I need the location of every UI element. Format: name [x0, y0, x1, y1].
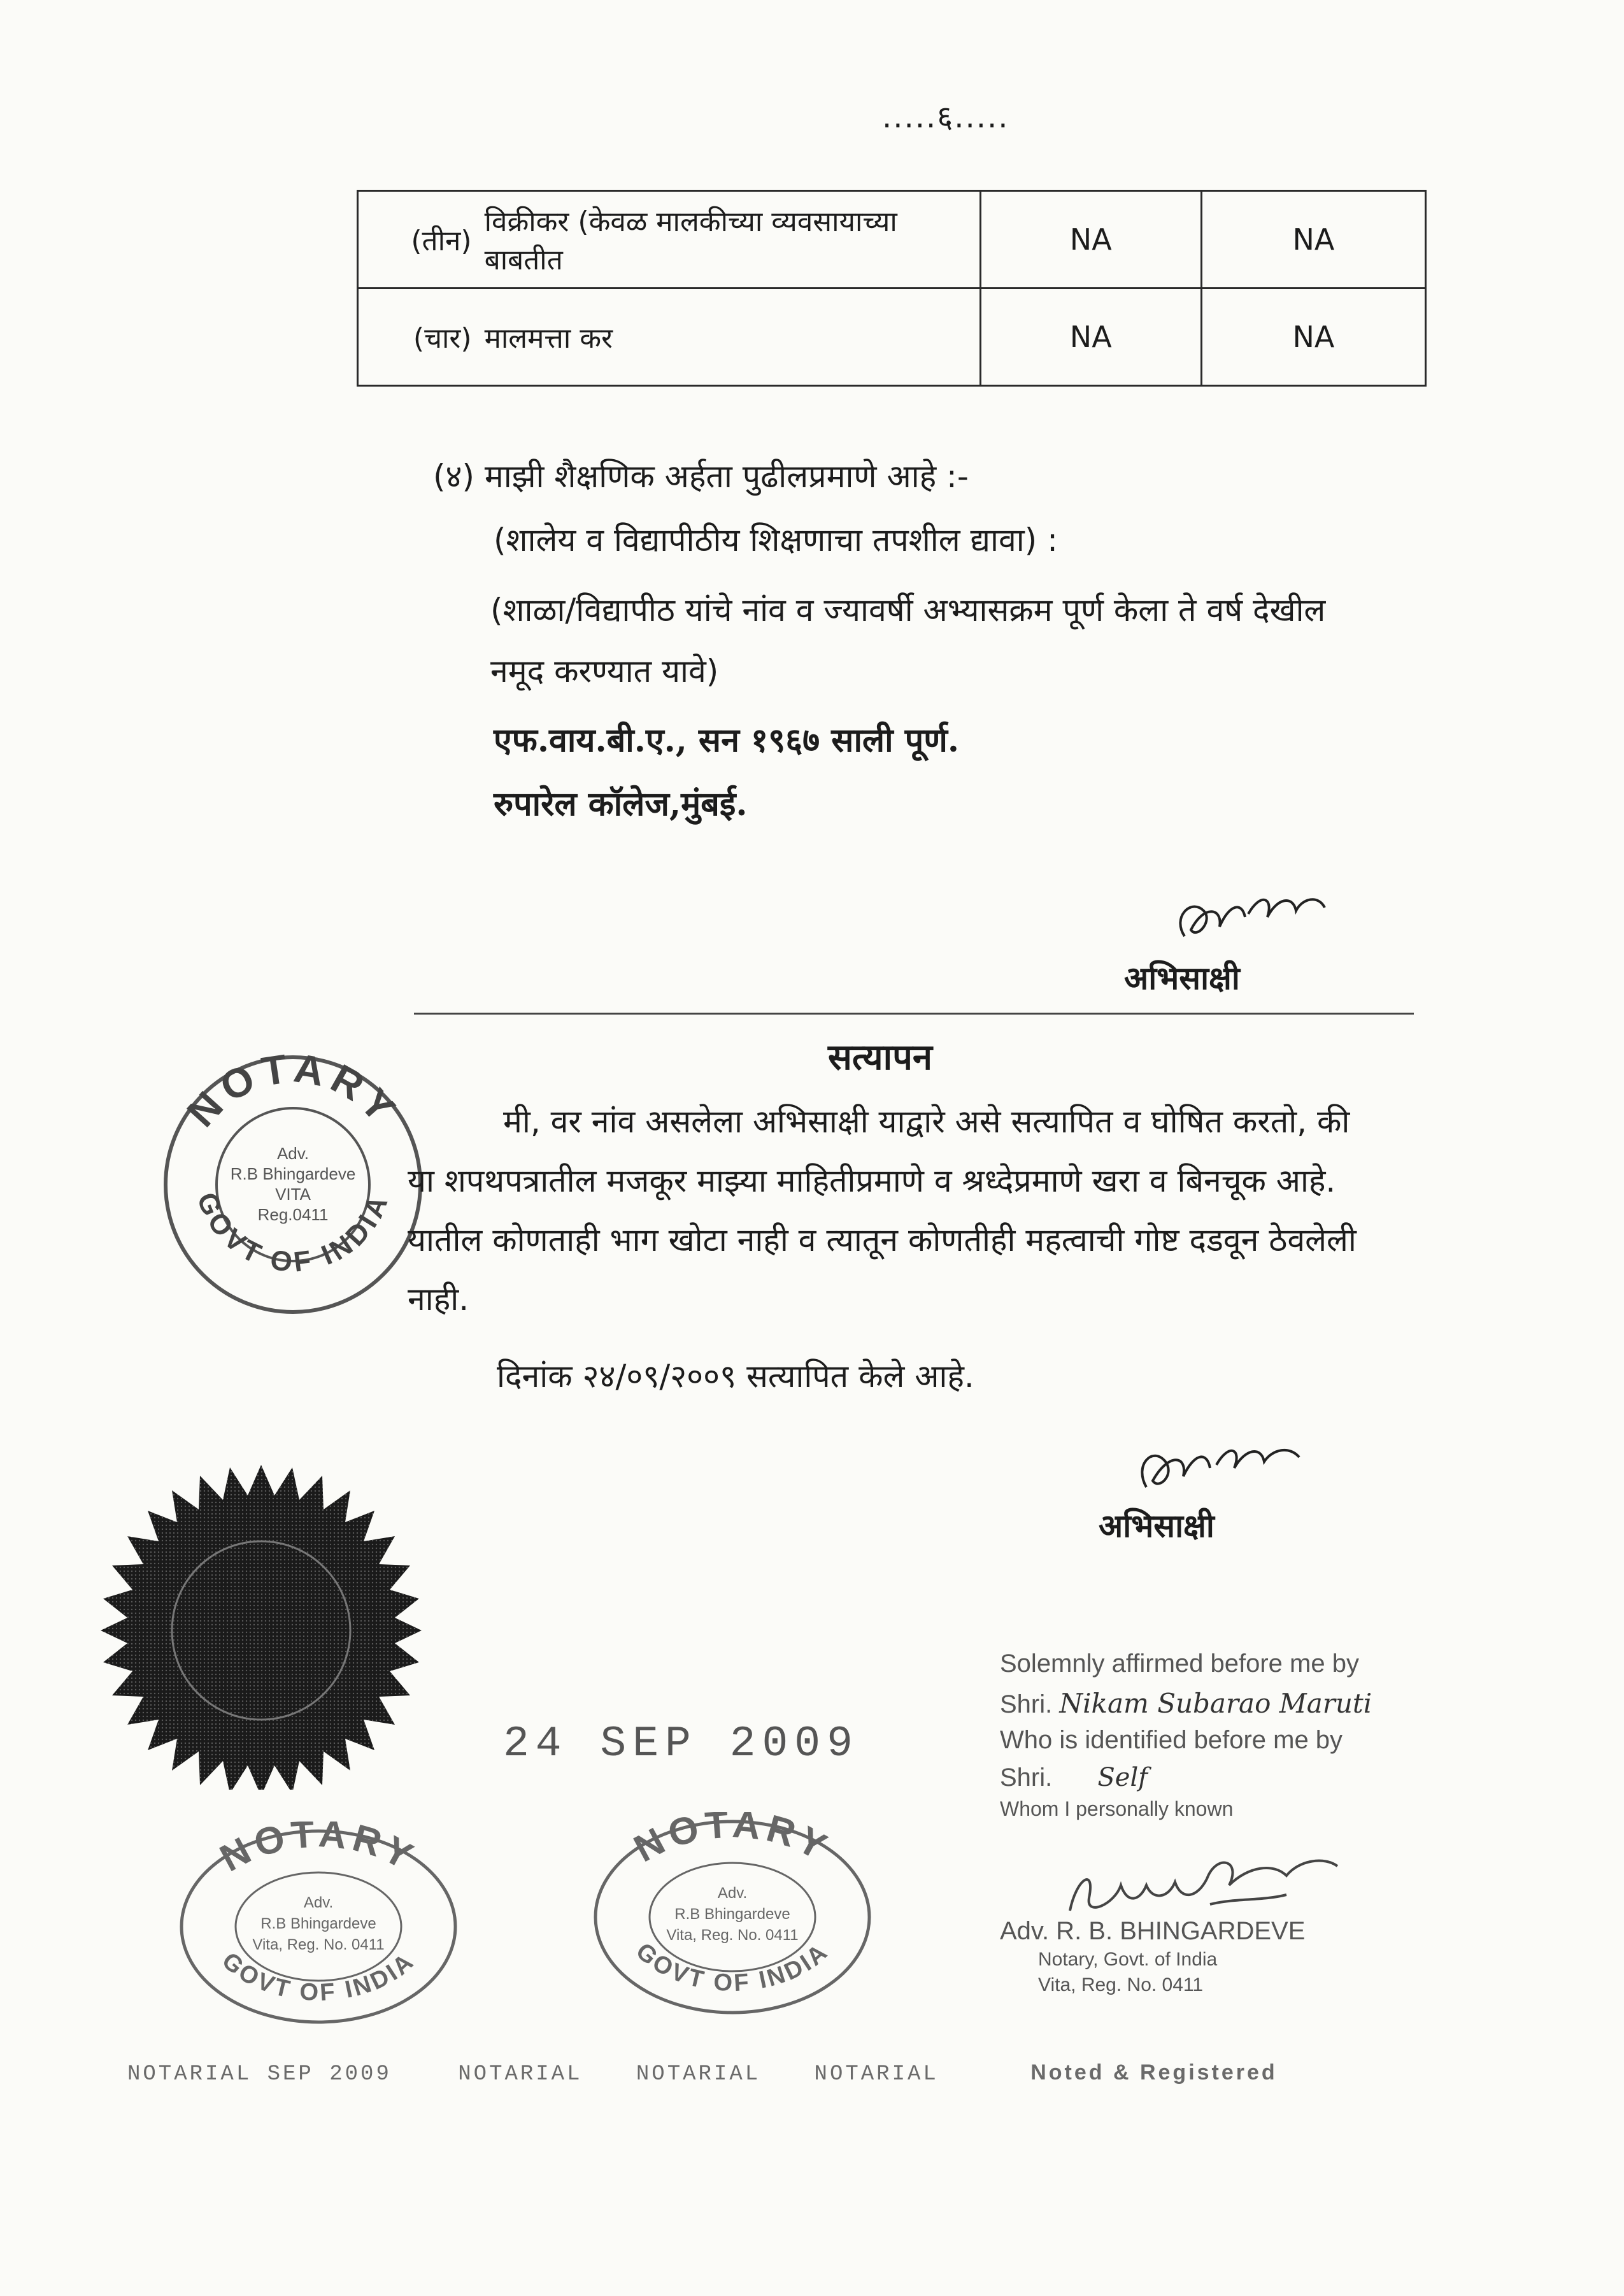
- seal-inner-2: R.B Bhingardeve: [260, 1915, 376, 1932]
- notary-seal-top: [153, 1045, 433, 1327]
- divider: [414, 1013, 1414, 1015]
- stamp-bar-right: Noted & Registered: [1030, 2060, 1278, 2085]
- notary-line-4-hand: Self: [1097, 1763, 1148, 1792]
- verification-heading: सत्यापन: [828, 1036, 932, 1078]
- row-value-1: NA: [980, 289, 1201, 386]
- seal-ring-top: NOTARY: [213, 1822, 424, 1880]
- verification-line-3: यातील कोणताही भाग खोटा नाही व त्यातून कोणतीही महत्वाची गोष्ट दडवून ठेवलेली: [408, 1222, 1357, 1259]
- seal-name-2: R.B Bhingardeve: [230, 1164, 356, 1183]
- seal-ring-bottom: GOVT OF INDIA: [630, 1937, 834, 1997]
- notary-line-5: Whom I personally known: [1000, 1797, 1234, 1820]
- seal-inner-3: Vita, Reg. No. 0411: [666, 1927, 799, 1944]
- seal-reg: Reg.0411: [257, 1205, 329, 1224]
- row-label: (तीन): [358, 191, 474, 289]
- svg-text:GOVT OF INDIA: [217, 1947, 420, 2006]
- stamp-bar-mid-2: NOTARIAL: [636, 2062, 761, 2086]
- seal-inner-1: Adv.: [303, 1894, 334, 1911]
- education-heading: (४) माझी शैक्षणिक अर्हता पुढीलप्रमाणे आहे :-: [433, 458, 969, 495]
- table-row: [358, 289, 1426, 386]
- small-seal-2: [586, 1812, 879, 2025]
- svg-text:GOVT OF INDIA: [630, 1937, 834, 1997]
- row-value-1: NA: [980, 191, 1201, 289]
- seal-ring-top: NOTARY: [178, 1045, 408, 1136]
- notary-line-1: Solemnly affirmed before me by: [1000, 1650, 1359, 1678]
- seal-ring-top: NOTARY: [627, 1812, 838, 1871]
- stamp-bar-mid-1: NOTARIAL: [458, 2062, 583, 2086]
- education-instruction-2b: नमूद करण्यात यावे): [490, 653, 719, 690]
- education-instruction-1: (शालेय व विद्यापीठीय शिक्षणाचा तपशील द्यावा) :: [494, 522, 1058, 559]
- notary-line-7: Notary, Govt. of India: [1038, 1949, 1218, 1970]
- row-label: (चार): [358, 289, 474, 386]
- seal-name: Adv.: [276, 1144, 310, 1163]
- qualification: एफ.वाय.बी.ए., सन १९६७ साली पूर्ण.: [494, 721, 959, 760]
- table-row: [358, 191, 1426, 289]
- small-seal-1: [172, 1822, 465, 2034]
- notary-line-6: Adv. R. B. BHINGARDEVE: [1000, 1917, 1306, 1945]
- signature-1: [1165, 879, 1344, 955]
- notary-line-2-prefix: Shri.: [1000, 1690, 1053, 1718]
- verification-line-4: नाही.: [408, 1281, 469, 1318]
- college: रुपारेल कॉलेज,मुंबई.: [494, 785, 748, 824]
- page-number: .....६.....: [882, 99, 1009, 135]
- verification-date: दिनांक २४/०९/२००९ सत्यापित केले आहे.: [497, 1358, 974, 1395]
- notary-line-8: Vita, Reg. No. 0411: [1038, 1974, 1204, 1995]
- education-instruction-2a: (शाळा/विद्यापीठ यांचे नांव व ज्यावर्षी अभ्यासक्रम पूर्ण केला ते वर्ष देखील: [490, 592, 1326, 629]
- stamp-bar: [127, 2060, 1433, 2086]
- tax-table: [357, 190, 1427, 387]
- embossed-seal: [96, 1458, 427, 1792]
- seal-ring-bottom: GOVT OF INDIA: [190, 1188, 395, 1279]
- notary-line-3: Who is identified before me by: [1000, 1726, 1343, 1754]
- row-description: मालमत्ता कर: [474, 289, 981, 386]
- signature-1-caption: अभिसाक्षी: [1124, 959, 1240, 997]
- notary-signature: [1057, 1841, 1350, 1930]
- stamp-bar-mid-3: NOTARIAL: [814, 2062, 939, 2086]
- row-description: विक्रीकर (केवळ मालकीच्या व्यवसायाच्या बाबतीत: [474, 191, 981, 289]
- notary-line-2-hand: Nikam Subarao Maruti: [1059, 1688, 1372, 1719]
- verification-line-2: या शपथपत्रातील मजकूर माझ्या माहितीप्रमाणे व श्रध्देप्रमाणे खरा व बिनचूक आहे.: [408, 1162, 1336, 1199]
- seal-place: VITA: [275, 1185, 311, 1204]
- notary-line-4-prefix: Shri.: [1000, 1764, 1053, 1792]
- stamp-bar-left: NOTARIAL SEP 2009: [127, 2062, 392, 2086]
- row-value-2: NA: [1201, 191, 1425, 289]
- seal-ring-bottom: GOVT OF INDIA: [217, 1947, 420, 2007]
- date-stamp: 24 SEP 2009: [503, 1720, 859, 1769]
- signature-2: [1127, 1427, 1318, 1503]
- seal-inner-1: Adv.: [717, 1885, 748, 1902]
- row-value-2: NA: [1201, 289, 1425, 386]
- seal-inner-3: Vita, Reg. No. 0411: [252, 1936, 385, 1953]
- verification-line-1: मी, वर नांव असलेला अभिसाक्षी याद्वारे असे सत्यापित व घोषित करतो, की: [503, 1103, 1350, 1140]
- seal-inner-2: R.B Bhingardeve: [674, 1906, 790, 1923]
- signature-2-caption: अभिसाक्षी: [1099, 1507, 1214, 1544]
